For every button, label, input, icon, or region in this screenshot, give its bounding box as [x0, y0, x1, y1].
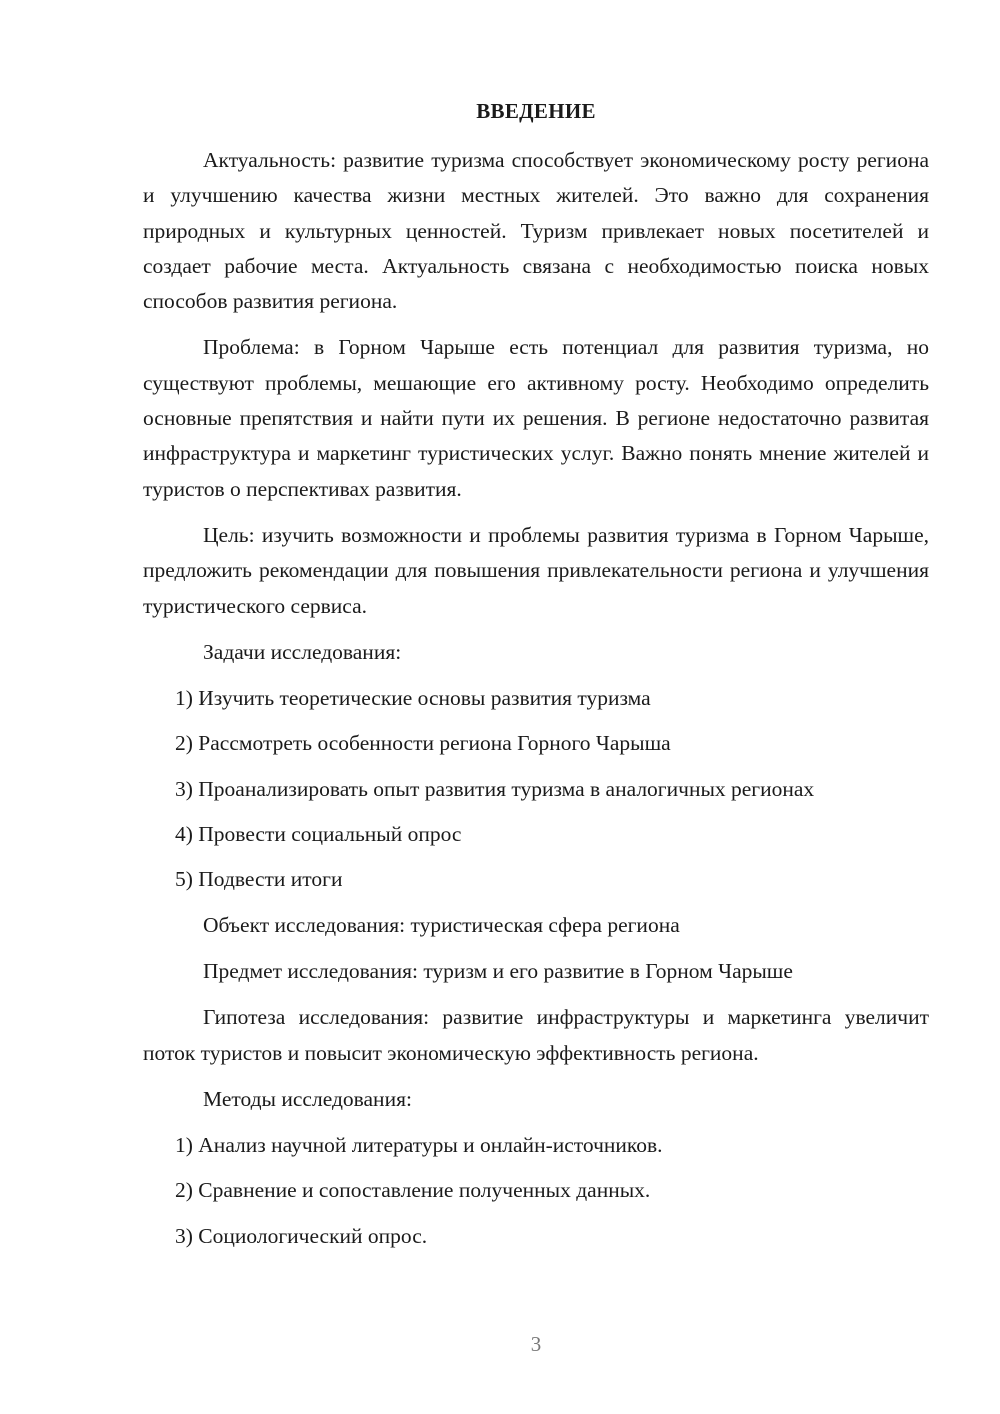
methods-heading: Методы исследования: — [203, 1086, 412, 1111]
list-item: 5) Подвести итоги — [175, 867, 343, 892]
page-number: 3 — [530, 1332, 542, 1356]
methods-list — [143, 1128, 929, 1254]
list-item: 1) Анализ научной литературы и онлайн-источников. — [175, 1133, 663, 1158]
document-body — [143, 143, 929, 1264]
list-item: 2) Рассмотреть особенности региона Горного Чарыша — [175, 731, 671, 756]
paragraph-relevance: Актуальность: развитие туризма способствует экономическому росту региона и улучшению качества жизни местных жителей. Это важно для сохранения природных и культурных ценностей. Туризм привлекает новых посетителей и создает рабочие места. Актуальность связана с необходимостью поиска новых способов развития региона. — [143, 148, 929, 314]
list-item: 2) Сравнение и сопоставление полученных данных. — [175, 1178, 651, 1203]
document-page — [143, 0, 929, 1414]
page-title: ВВЕДЕНИЕ — [476, 99, 596, 123]
list-item: 3) Проанализировать опыт развития туризма в аналогичных регионах — [175, 776, 815, 801]
paragraph-goal: Цель: изучить возможности и проблемы развития туризма в Горном Чарыше, предложить рекомендации для повышения привлекательности региона и улучшения туристического сервиса. — [143, 522, 929, 618]
paragraph-subject: Предмет исследования: туризм и его развитие в Горном Чарыше — [203, 958, 793, 983]
list-item: 1) Изучить теоретические основы развития туризма — [175, 686, 651, 711]
list-item: 3) Социологический опрос. — [175, 1223, 428, 1248]
paragraph-problem: Проблема: в Горном Чарыше есть потенциал для развития туризма, но существуют проблемы, мешающие его активному росту. Необходимо определить основные препятствия и найти пути их решения. В регионе недостаточно развитая инфраструктура и маркетинг туристических услуг. Важно понять мнение жителей и туристов о перспективах развития. — [143, 335, 929, 501]
tasks-list — [143, 681, 929, 897]
paragraph-hypothesis: Гипотеза исследования: развитие инфраструктуры и маркетинга увеличит поток туристов и повысит экономическую эффективность региона. — [143, 1005, 929, 1065]
list-item: 4) Провести социальный опрос — [175, 822, 462, 847]
paragraph-object: Объект исследования: туристическая сфера региона — [203, 912, 680, 937]
tasks-heading: Задачи исследования: — [203, 639, 402, 664]
